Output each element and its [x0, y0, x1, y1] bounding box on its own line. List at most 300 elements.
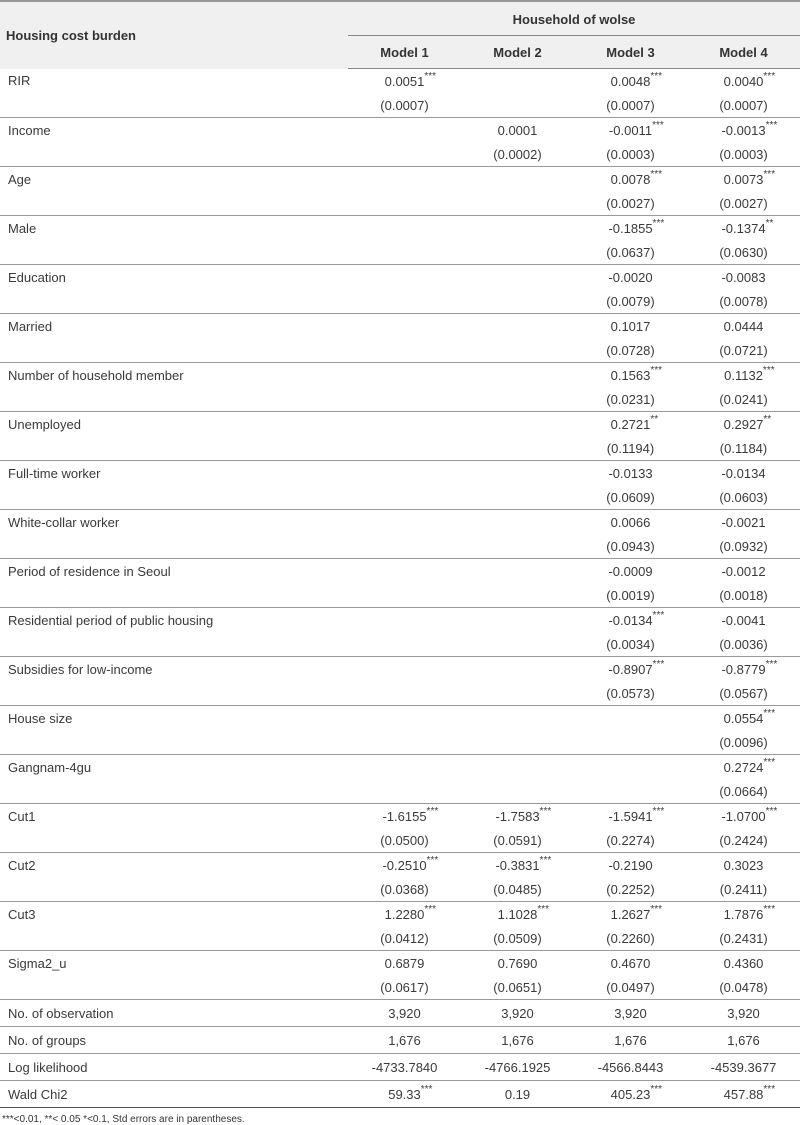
significance-stars: *** [763, 756, 776, 768]
significance-stars: ** [765, 217, 774, 229]
significance-stars: *** [652, 119, 664, 131]
value-cell [461, 69, 574, 94]
std-error: (0.0007) [574, 93, 687, 118]
std-error [461, 583, 574, 608]
coefficient [611, 956, 651, 971]
significance-stars: *** [763, 1083, 776, 1095]
table-row-se [0, 730, 800, 755]
group-header: Household of wolse [348, 1, 800, 36]
value-cell [348, 951, 461, 976]
value-cell [687, 118, 800, 143]
table-row [0, 314, 800, 339]
std-error [574, 779, 687, 804]
coefficient-value: 3,920 [727, 1005, 760, 1021]
row-label-spacer [0, 485, 348, 510]
std-error: (0.0078) [687, 289, 800, 314]
row-label-spacer [0, 632, 348, 657]
row-label-spacer [0, 93, 348, 118]
value-cell [348, 559, 461, 584]
std-error: (0.0637) [574, 240, 687, 265]
value-cell [348, 706, 461, 731]
significance-stars: *** [424, 903, 437, 915]
std-error: (0.0018) [687, 583, 800, 608]
significance-stars: *** [763, 70, 776, 82]
coefficient-value: -0.0013 [721, 122, 766, 138]
coefficient [611, 515, 651, 530]
summary-row [0, 1081, 800, 1108]
coefficient [723, 168, 776, 187]
std-error: (0.0721) [687, 338, 800, 363]
coefficient [724, 364, 775, 383]
coefficient [608, 609, 665, 628]
std-error [348, 730, 461, 755]
coefficient-value: -0.3831 [495, 857, 540, 873]
value-cell [348, 265, 461, 290]
coefficient-value: -0.0012 [721, 563, 766, 579]
significance-stars: *** [652, 658, 665, 670]
coefficient-value: -0.0133 [608, 465, 653, 481]
significance-stars: *** [652, 217, 665, 229]
summary-row [0, 1000, 800, 1027]
coefficient-value: 0.2721 [610, 416, 651, 432]
value-cell [574, 363, 687, 388]
coefficient-value: 0.0040 [723, 73, 764, 89]
row-label: Number of household member [8, 367, 184, 383]
coefficient [608, 805, 665, 824]
coefficient [724, 858, 764, 873]
std-error: (0.0509) [461, 926, 574, 951]
table-row-se [0, 93, 800, 118]
coefficient [711, 1060, 777, 1075]
coefficient [723, 1083, 776, 1102]
coefficient-value: -0.2510 [382, 857, 427, 873]
value-cell [461, 853, 574, 878]
value-cell [348, 118, 461, 143]
significance-stars: ** [763, 413, 772, 425]
coefficient-value: 0.6879 [384, 955, 425, 971]
coefficient-value: 0.0048 [610, 73, 651, 89]
coefficient-value: 1.7876 [723, 906, 764, 922]
significance-stars: *** [765, 805, 778, 817]
value-cell [461, 951, 574, 976]
value-cell [461, 510, 574, 535]
table-row [0, 216, 800, 241]
value-cell [687, 706, 800, 731]
row-label-spacer [0, 828, 348, 853]
coefficient-value: -1.7583 [495, 808, 540, 824]
significance-stars: ** [650, 413, 659, 425]
value-cell [574, 216, 687, 241]
std-error [348, 191, 461, 216]
value-cell [687, 608, 800, 633]
row-label-spacer [0, 338, 348, 363]
coefficient [384, 903, 437, 922]
value-cell [687, 265, 800, 290]
table-row [0, 461, 800, 486]
row-label: Unemployed [8, 416, 81, 432]
coefficient-value: 405.23 [610, 1086, 651, 1102]
value-cell [574, 1081, 687, 1108]
coefficient-value: 0.1563 [610, 367, 651, 383]
coefficient [614, 1033, 647, 1048]
significance-stars: *** [537, 903, 550, 915]
coefficient-value: -0.2190 [608, 857, 653, 873]
std-error: (0.0007) [348, 93, 461, 118]
row-label: Subsidies for low-income [8, 661, 153, 677]
table-row-se [0, 289, 800, 314]
coefficient [608, 564, 652, 579]
row-label: White-collar worker [8, 514, 120, 530]
std-error: (0.2274) [574, 828, 687, 853]
coefficient-value: 0.3023 [723, 857, 764, 873]
table-row-se [0, 485, 800, 510]
row-label: Male [8, 220, 37, 236]
value-cell [348, 314, 461, 339]
row-label-spacer [0, 534, 348, 559]
significance-stars: *** [763, 903, 776, 915]
coefficient-value: -1.5941 [608, 808, 653, 824]
std-error [461, 632, 574, 657]
value-cell [348, 216, 461, 241]
std-error [348, 142, 461, 167]
table-row [0, 804, 800, 829]
row-label-spacer [0, 289, 348, 314]
model-header: Model 4 [687, 36, 800, 69]
coefficient-value: 59.33 [388, 1086, 421, 1102]
coefficient [723, 756, 776, 775]
std-error: (0.0728) [574, 338, 687, 363]
value-cell [687, 69, 800, 94]
row-label: Cut1 [8, 808, 36, 824]
std-error [348, 240, 461, 265]
std-error [574, 730, 687, 755]
value-cell [687, 902, 800, 927]
coefficient-value: 3,920 [388, 1005, 421, 1021]
std-error: (0.0003) [574, 142, 687, 167]
row-label-spacer [0, 926, 348, 951]
coefficient-value: -0.0083 [721, 269, 766, 285]
coefficient-value: 0.0554 [723, 710, 764, 726]
value-cell [574, 510, 687, 535]
coefficient-value: -4733.7840 [371, 1059, 438, 1075]
value-cell [348, 657, 461, 682]
value-cell [687, 216, 800, 241]
row-label: No. of observation [0, 1000, 348, 1027]
std-error: (0.0003) [687, 142, 800, 167]
std-error: (0.0412) [348, 926, 461, 951]
table-row-se [0, 779, 800, 804]
coefficient-value: 0.0078 [610, 171, 651, 187]
table-row-se [0, 142, 800, 167]
table-row-se [0, 975, 800, 1000]
std-error [461, 436, 574, 461]
value-cell [574, 461, 687, 486]
value-cell [574, 118, 687, 143]
row-label-spacer [0, 681, 348, 706]
coefficient [721, 217, 774, 236]
value-cell [574, 951, 687, 976]
coefficient [723, 903, 776, 922]
value-cell [687, 559, 800, 584]
coefficient-value: -0.8779 [721, 661, 766, 677]
value-cell [687, 1081, 800, 1108]
row-label-spacer [0, 191, 348, 216]
coefficient-value: -1.6155 [382, 808, 427, 824]
value-cell [348, 363, 461, 388]
table-row [0, 559, 800, 584]
coefficient-value: -0.1855 [608, 220, 653, 236]
std-error: (0.2260) [574, 926, 687, 951]
row-label: Married [8, 318, 53, 334]
table-row-se [0, 877, 800, 902]
std-error [461, 387, 574, 412]
coefficient [721, 119, 778, 138]
coefficient [505, 1087, 530, 1102]
coefficient-value: 1,676 [501, 1032, 534, 1048]
coefficient [388, 1033, 421, 1048]
coefficient [610, 1083, 663, 1102]
coefficient-value: 0.2724 [723, 759, 764, 775]
significance-stars: *** [765, 658, 778, 670]
std-error: (0.0002) [461, 142, 574, 167]
row-label: No. of groups [0, 1027, 348, 1054]
value-cell [574, 1000, 687, 1027]
std-error [461, 191, 574, 216]
std-error: (0.0943) [574, 534, 687, 559]
coefficient [721, 515, 765, 530]
significance-stars: *** [539, 805, 552, 817]
significance-stars: *** [426, 805, 439, 817]
value-cell [348, 461, 461, 486]
value-cell [687, 1000, 800, 1027]
table-row-se [0, 387, 800, 412]
coefficient [610, 70, 663, 89]
table-row [0, 951, 800, 976]
value-cell [348, 902, 461, 927]
coefficient-value: -0.0011 [608, 122, 653, 138]
value-cell [574, 1027, 687, 1054]
coefficient [608, 466, 652, 481]
coefficient [382, 854, 439, 873]
coefficient-value: 0.0051 [384, 73, 425, 89]
value-cell [348, 755, 461, 780]
row-label-spacer [0, 779, 348, 804]
std-error [348, 632, 461, 657]
std-error [348, 289, 461, 314]
std-error: (0.0485) [461, 877, 574, 902]
value-cell [574, 69, 687, 94]
value-cell [687, 167, 800, 192]
value-cell [348, 1027, 461, 1054]
table-body [0, 69, 800, 1108]
value-cell [348, 69, 461, 94]
std-error [348, 485, 461, 510]
std-error [461, 338, 574, 363]
row-label: Education [8, 269, 66, 285]
coefficient-value: 0.0073 [723, 171, 764, 187]
coefficient [610, 903, 663, 922]
coefficient [498, 123, 538, 138]
value-cell [348, 1081, 461, 1108]
coefficient [721, 466, 765, 481]
std-error: (0.0567) [687, 681, 800, 706]
value-cell [687, 755, 800, 780]
value-cell [461, 657, 574, 682]
std-error: (0.1184) [687, 436, 800, 461]
std-error [348, 436, 461, 461]
value-cell [574, 755, 687, 780]
value-cell [687, 314, 800, 339]
value-cell [687, 804, 800, 829]
coefficient [598, 1060, 664, 1075]
coefficient [721, 613, 765, 628]
significance-stars: *** [652, 609, 665, 621]
coefficient [497, 903, 550, 922]
value-cell [348, 608, 461, 633]
significance-stars: *** [763, 168, 776, 180]
std-error: (0.2431) [687, 926, 800, 951]
table-row [0, 608, 800, 633]
std-error: (0.0027) [574, 191, 687, 216]
coefficient [608, 858, 652, 873]
coefficient [721, 270, 765, 285]
std-error: (0.0603) [687, 485, 800, 510]
coefficient [610, 168, 663, 187]
row-label: Period of residence in Seoul [8, 563, 171, 579]
value-cell [687, 412, 800, 437]
significance-stars: *** [652, 805, 665, 817]
row-label: Full-time worker [8, 465, 101, 481]
std-error [348, 338, 461, 363]
coefficient-value: 0.1132 [724, 367, 763, 383]
row-label-spacer [0, 583, 348, 608]
coefficient [724, 956, 764, 971]
table-row [0, 265, 800, 290]
value-cell [687, 363, 800, 388]
value-cell [461, 216, 574, 241]
coefficient-value: 0.2927 [723, 416, 764, 432]
std-error: (0.0036) [687, 632, 800, 657]
coefficient [382, 805, 439, 824]
std-error: (0.2424) [687, 828, 800, 853]
coefficient [608, 658, 665, 677]
significance-stars: *** [426, 854, 439, 866]
row-label: Log likelihood [0, 1054, 348, 1081]
std-error [348, 534, 461, 559]
coefficient-value: 0.19 [504, 1086, 531, 1102]
coefficient-value: -1.0700 [721, 808, 766, 824]
coefficient [723, 70, 776, 89]
coefficient-value: -0.0020 [608, 269, 653, 285]
row-label-spacer [0, 387, 348, 412]
value-cell [574, 657, 687, 682]
table-row [0, 657, 800, 682]
coefficient [388, 1083, 433, 1102]
value-cell [574, 314, 687, 339]
table-row-se [0, 828, 800, 853]
value-cell [574, 265, 687, 290]
coefficient [495, 854, 552, 873]
value-cell [461, 1054, 574, 1081]
coefficient [498, 956, 538, 971]
coefficient-value: -4539.3677 [710, 1059, 777, 1075]
coefficient [485, 1060, 551, 1075]
significance-stars: *** [650, 1083, 663, 1095]
row-label: RIR [8, 73, 31, 89]
value-cell [461, 902, 574, 927]
std-error [461, 93, 574, 118]
significance-stars: *** [650, 70, 663, 82]
std-error: (0.0500) [348, 828, 461, 853]
row-label-spacer [0, 142, 348, 167]
row-label: Cut2 [8, 857, 36, 873]
value-cell [574, 706, 687, 731]
std-error [348, 387, 461, 412]
coefficient-value: -4566.8443 [597, 1059, 664, 1075]
std-error [461, 485, 574, 510]
value-cell [574, 412, 687, 437]
coefficient-value: 0.7690 [497, 955, 538, 971]
value-cell [461, 363, 574, 388]
std-error [461, 240, 574, 265]
value-cell [687, 510, 800, 535]
value-cell [461, 706, 574, 731]
summary-row [0, 1027, 800, 1054]
std-error: (0.2252) [574, 877, 687, 902]
coefficient [727, 1006, 760, 1021]
table-row [0, 167, 800, 192]
std-error: (0.0027) [687, 191, 800, 216]
std-error [461, 681, 574, 706]
std-error [461, 534, 574, 559]
model-header: Model 1 [348, 36, 461, 69]
std-error: (0.0096) [687, 730, 800, 755]
coefficient [385, 956, 425, 971]
model-header: Model 2 [461, 36, 574, 69]
std-error: (0.0630) [687, 240, 800, 265]
coefficient [608, 217, 665, 236]
table-row [0, 363, 800, 388]
coefficient [723, 707, 776, 726]
table-row [0, 902, 800, 927]
row-label-spacer [0, 975, 348, 1000]
coefficient-value: 3,920 [614, 1005, 647, 1021]
std-error: (0.0609) [574, 485, 687, 510]
coefficient [611, 319, 651, 334]
std-error: (0.1194) [574, 436, 687, 461]
significance-stars: *** [650, 903, 663, 915]
table-row-se [0, 436, 800, 461]
value-cell [574, 1054, 687, 1081]
coefficient-value: 3,920 [501, 1005, 534, 1021]
row-label: House size [8, 710, 73, 726]
stub-header: Housing cost burden [0, 1, 348, 69]
value-cell [461, 265, 574, 290]
value-cell [687, 1027, 800, 1054]
significance-stars: *** [420, 1083, 433, 1095]
std-error: (0.0478) [687, 975, 800, 1000]
coefficient-value: -4766.1925 [484, 1059, 551, 1075]
coefficient [384, 70, 437, 89]
value-cell [687, 1054, 800, 1081]
significance-stars: *** [762, 364, 775, 376]
value-cell [461, 559, 574, 584]
coefficient-value: -0.1374 [721, 220, 766, 236]
std-error: (0.0034) [574, 632, 687, 657]
table-row-se [0, 240, 800, 265]
coefficient [723, 413, 772, 432]
value-cell [461, 755, 574, 780]
